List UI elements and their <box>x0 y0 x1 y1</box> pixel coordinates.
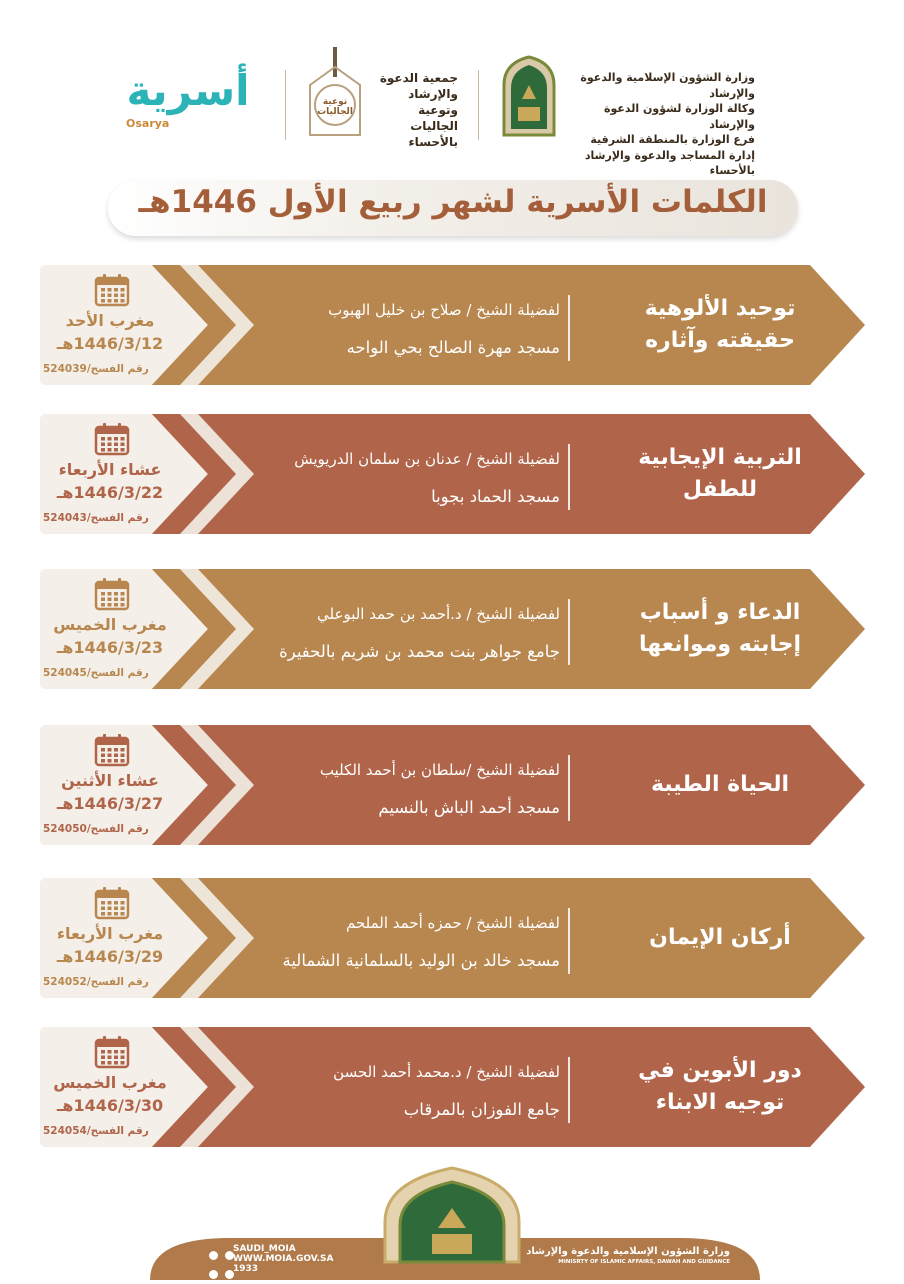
lecture-venue: مسجد مهرة الصالح بحي الواحه <box>346 338 560 357</box>
calendar-icon <box>94 886 130 920</box>
dawah-line: جمعية الدعوة <box>379 71 458 85</box>
lecture-card <box>40 265 865 385</box>
lecture-time <box>40 458 180 504</box>
lecture-time <box>40 922 180 968</box>
lecture-time <box>40 1071 180 1117</box>
osarya-logo-english: Osarya <box>126 117 170 130</box>
footer <box>0 1150 904 1280</box>
card-separator <box>568 295 570 361</box>
lecture-card <box>40 725 865 845</box>
lecture-card <box>40 1027 865 1147</box>
permit-code: 524052 <box>43 976 87 988</box>
ministry-line: فرع الوزارة بالمنطقة الشرقية <box>590 133 755 146</box>
lecture-day: مغرب الخميس <box>53 615 167 634</box>
permit-label: رقم الفسح/ <box>86 823 149 835</box>
permit-number <box>43 1125 183 1137</box>
lecture-day: مغرب الأربعاء <box>56 924 164 943</box>
dawah-line: بالأحساء <box>408 135 458 149</box>
lecturer-name: لفضيلة الشيخ / صلاح بن خليل الهبوب <box>328 301 560 319</box>
header <box>0 0 904 177</box>
lecturer-name: لفضيلة الشيخ / د.محمد أحمد الحسن <box>333 1063 560 1081</box>
permit-label: رقم الفسح/ <box>86 512 149 524</box>
lecture-time <box>40 769 180 815</box>
permit-number <box>43 512 183 524</box>
osarya-logo-arabic: أسرية <box>126 66 250 115</box>
facebook-icon[interactable] <box>209 1270 218 1279</box>
lecture-topic: التربية الإيجابية للطفل <box>638 445 802 502</box>
dawah-line: وتوعية الجاليات <box>410 103 458 133</box>
lecture-card <box>40 878 865 998</box>
lecturer-name: لفضيلة الشيخ / د.أحمد بن حمد البوعلي <box>317 605 560 623</box>
lecture-date: 1446/3/30هـ <box>56 1096 164 1115</box>
permit-code: 524054 <box>43 1125 87 1137</box>
permit-code: 524050 <box>43 823 87 835</box>
lecture-venue: مسجد الحماد بجوبا <box>431 487 560 506</box>
permit-number <box>43 667 183 679</box>
dawah-line: والإرشاد <box>408 87 458 101</box>
calendar-icon <box>94 1035 130 1069</box>
footer-banner <box>0 1150 904 1280</box>
dawah-logo-text: توعية الجاليات <box>317 97 353 117</box>
social-text <box>233 1244 333 1274</box>
lecturer-name: لفضيلة الشيخ / حمزه أحمد الملحم <box>345 914 560 932</box>
website-link[interactable]: WWW.MOIA.GOV.SA <box>233 1254 334 1264</box>
lecture-date: 1446/3/27هـ <box>56 794 164 813</box>
lecture-day: عشاء الأربعاء <box>58 460 162 479</box>
ministry-emblem-logo <box>498 55 560 137</box>
header-divider <box>285 70 286 140</box>
lecture-topic: دور الأبوين في توجيه الابناء <box>638 1058 802 1115</box>
osarya-logo <box>118 65 268 145</box>
permit-number <box>43 363 183 375</box>
dawah-association-logo <box>300 45 370 145</box>
phone-number[interactable]: 1933 <box>233 1264 259 1274</box>
card-separator <box>568 908 570 974</box>
permit-label: رقم الفسح/ <box>86 976 149 988</box>
lecture-venue: جامع جواهر بنت محمد بن شريم بالحفيرة <box>279 642 560 661</box>
card-separator <box>568 599 570 665</box>
permit-number <box>43 823 183 835</box>
lecture-day: مغرب الخميس <box>53 1073 167 1092</box>
permit-code: 524039 <box>43 363 87 375</box>
lecture-topic: توحيد الألوهية حقيقته وآثاره <box>644 296 796 353</box>
calendar-icon <box>94 273 130 307</box>
calendar-icon <box>94 733 130 767</box>
lecture-date: 1446/3/22هـ <box>56 483 164 502</box>
lecture-date: 1446/3/12هـ <box>56 334 164 353</box>
lecture-day: مغرب الأحد <box>65 311 155 330</box>
permit-code: 524045 <box>43 667 87 679</box>
permit-label: رقم الفسح/ <box>86 667 149 679</box>
lecture-card <box>40 414 865 534</box>
header-divider <box>478 70 479 140</box>
lecture-card <box>40 569 865 689</box>
ministry-line: وكالة الوزارة لشؤون الدعوة والإرشاد <box>604 102 755 131</box>
lecturer-name: لفضيلة الشيخ / عدنان بن سلمان الدريويش <box>294 450 560 468</box>
lecture-time <box>40 309 180 355</box>
footer-ministry-english: MINISRTY OF ISLAMIC AFFAIRS, DAWAH AND GUIDANCE <box>558 1259 730 1265</box>
permit-label: رقم الفسح/ <box>86 363 149 375</box>
lecturer-name: لفضيلة الشيخ /سلطان بن أحمد الكليب <box>319 761 560 779</box>
dawah-association-name <box>378 70 458 150</box>
ministry-line: وزارة الشؤون الإسلامية والدعوة والإرشاد <box>580 71 755 100</box>
lecture-topic: الدعاء و أسباب إجابته وموانعها <box>639 600 801 657</box>
card-separator <box>568 444 570 510</box>
page-title: الكلمات الأسرية لشهر ربيع الأول 1446هـ <box>138 184 768 220</box>
lecture-venue: مسجد خالد بن الوليد بالسلمانية الشمالية <box>282 951 560 970</box>
permit-number <box>43 976 183 988</box>
footer-ministry-name <box>520 1245 730 1267</box>
lecture-time <box>40 613 180 659</box>
lecture-topic: أركان الإيمان <box>649 925 791 950</box>
social-handle[interactable]: SAUDI_MOIA <box>233 1244 296 1254</box>
ministry-line: إدارة المساجد والدعوة والإرشاد بالأحساء <box>584 148 755 177</box>
lecture-date: 1446/3/29هـ <box>56 947 164 966</box>
lecture-topic: الحياة الطيبة <box>650 772 790 797</box>
ministry-name-block <box>565 70 755 179</box>
footer-ministry-arabic: وزارة الشؤون الإسلامية والدعوة والإرشاد <box>526 1246 730 1257</box>
lecture-venue: مسجد أحمد الباش بالنسيم <box>378 798 560 817</box>
twitter-icon[interactable] <box>209 1251 218 1260</box>
permit-code: 524043 <box>43 512 87 524</box>
lecture-day: عشاء الأثنين <box>61 771 159 790</box>
lecture-date: 1446/3/23هـ <box>56 638 164 657</box>
social-icons <box>208 1246 235 1284</box>
calendar-icon <box>94 577 130 611</box>
card-separator <box>568 755 570 821</box>
permit-label: رقم الفسح/ <box>86 1125 149 1137</box>
card-separator <box>568 1057 570 1123</box>
calendar-icon <box>94 422 130 456</box>
lecture-venue: جامع الفوزان بالمرقاب <box>403 1100 560 1119</box>
